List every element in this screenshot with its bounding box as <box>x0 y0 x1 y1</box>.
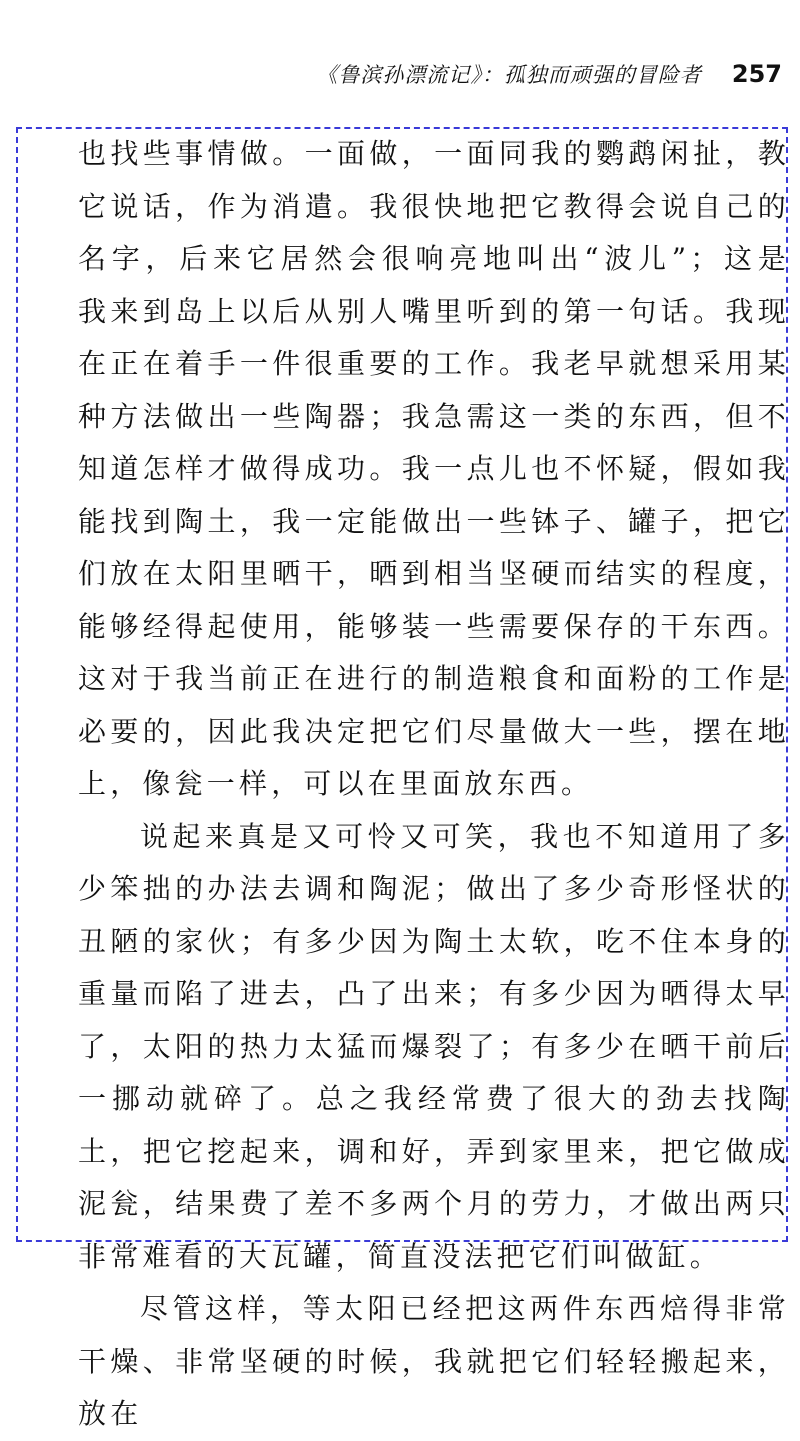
paragraph-continued: 也找些事情做。一面做，一面同我的鹦鹉闲扯，教它说话，作为消遣。我很快地把它教得会说自己的名字，后来它居然会很响亮地叫出“波儿”；这是我来到岛上以后从别人嘴里听到的第一句话。我现在正在着手一件很重要的工作。我老早就想采用某种方法做出一些陶器；我急需这一类的东西，但不知道怎样才做得成功。我一点儿也不怀疑，假如我能找到陶土，我一定能做出一些钵子、罐子，把它们放在太阳里晒干，晒到相当坚硬而结实的程度，能够经得起使用，能够装一些需要保存的干东西。这对于我当前正在进行的制造粮食和面粉的工作是必要的，因此我决定把它们尽量做大一些，摆在地上，像瓮一样，可以在里面放东西。 <box>78 137 790 800</box>
running-header <box>316 56 782 92</box>
header-title: 《鲁滨孙漂流记》：孤独而顽强的冒险者 <box>316 63 702 87</box>
paragraph: 尽管这样，等太阳已经把这两件东西焙得非常干燥、非常坚硬的时候，我就把它们轻轻搬起来，放在 <box>78 1292 790 1430</box>
page-number: 257 <box>731 60 782 88</box>
paragraph: 说起来真是又可怜又可笑，我也不知道用了多少笨拙的办法去调和陶泥；做出了多少奇形怪状的丑陋的家伙；有多少因为陶土太软，吃不住本身的重量而陷了进去，凸了出来；有多少因为晒得太早了，太阳的热力太猛而爆裂了；有多少在晒干前后一挪动就碎了。总之我经常费了很大的劲去找陶土，把它挖起来，调和好，弄到家里来，把它做成泥瓮，结果费了差不多两个月的劳力，才做出两只非常难看的大瓦罐，简直没法把它们叫做缸。 <box>78 819 790 1273</box>
body-text <box>78 128 790 1441</box>
